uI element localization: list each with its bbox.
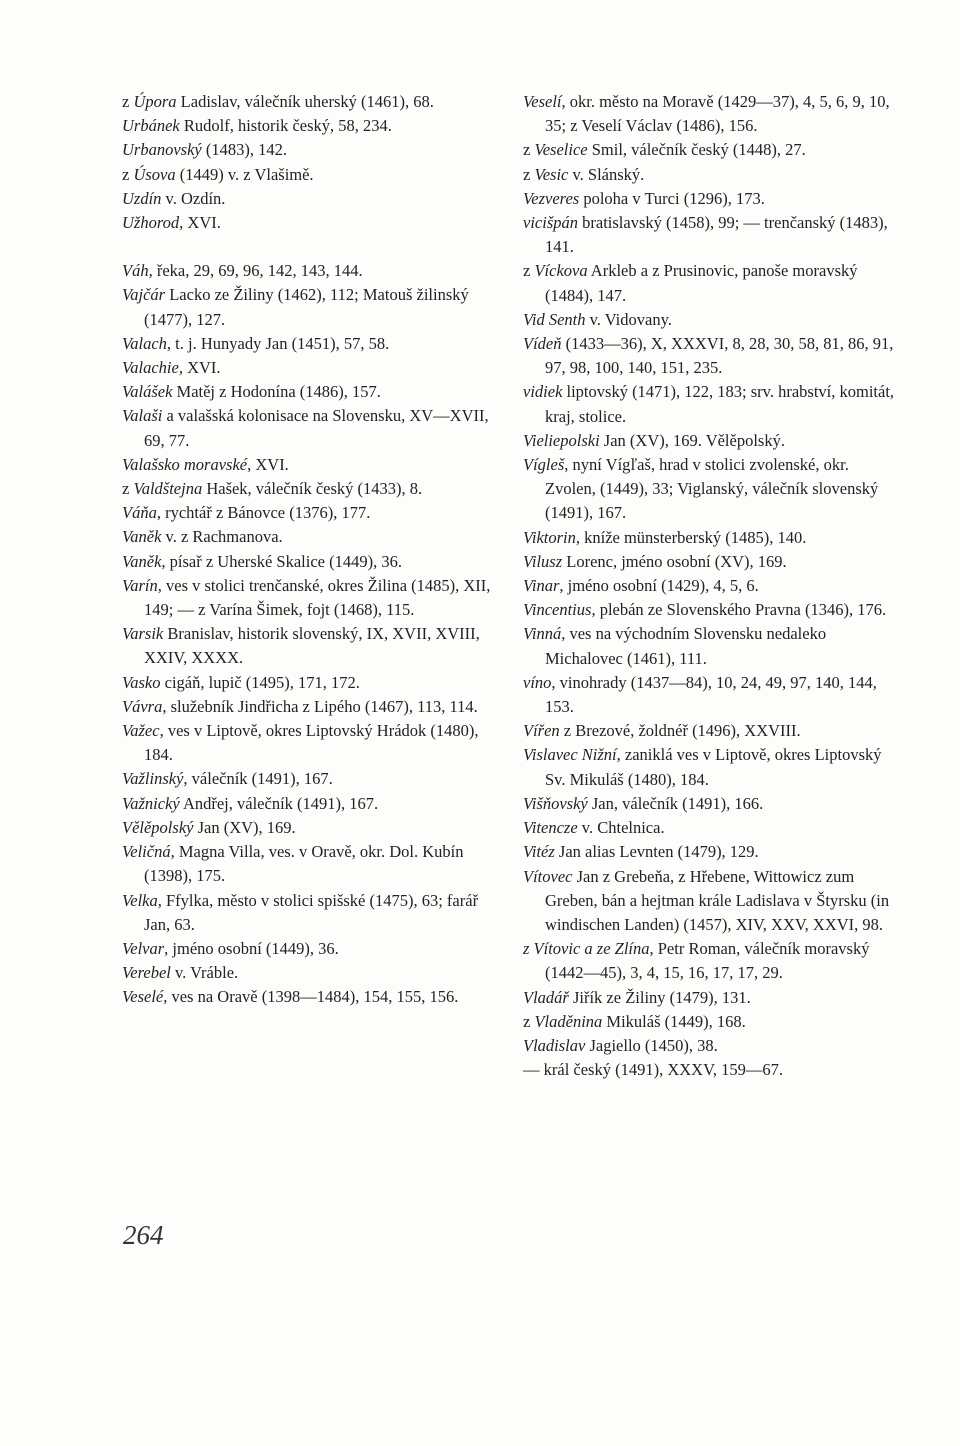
entry-text: liptovský (1471), 122, 183; srv. hrabství, komitát, kraj, stolice. (545, 382, 895, 426)
entry-lemma: Višňovský (523, 793, 588, 813)
entry-lemma: Vítovec (523, 866, 573, 886)
index-entry (523, 1058, 898, 1082)
entry-text: Branislav, historik slovenský, IX, XVII, XVIII, XXIV, XXXX. (144, 624, 480, 668)
entry-prefix: z (523, 164, 535, 184)
index-entry (122, 767, 497, 791)
index-entry (122, 695, 497, 719)
entry-lemma: Vid Senth (523, 309, 586, 329)
entry-text: Jan alias Levnten (1479), 129. (554, 842, 759, 862)
entry-text: (1483), 142. (201, 140, 287, 160)
entry-text: , kníže münsterberský (1485), 140. (575, 527, 807, 547)
entry-text: Jan (XV), 169. Vělěpolský. (599, 430, 785, 450)
entry-text: v. Slánský. (568, 164, 645, 184)
index-entry (122, 792, 497, 816)
entry-text: Ladislav, válečník uherský (1461), 68. (176, 92, 434, 111)
entry-lemma: Úpora (133, 92, 177, 111)
entry-text: Mikuláš (1449), 168. (602, 1011, 746, 1031)
entry-lemma: Veličná (122, 842, 171, 862)
entry-lemma: Vělěpolský (122, 817, 194, 837)
entry-lemma: Veselice (534, 140, 588, 160)
entry-text: v. Ozdín. (161, 188, 226, 208)
entry-prefix: z (122, 479, 134, 499)
index-entry (523, 259, 898, 307)
entry-text: (1449) v. z Vlašimě. (175, 164, 314, 184)
entry-text: (1433—36), X, XXXVI, 8, 28, 30, 58, 81, 86, 91, 97, 98, 100, 140, 151, 235. (545, 334, 894, 378)
entry-prefix: z (122, 92, 134, 111)
entry-lemma: vicišpán (523, 213, 578, 233)
index-entry (523, 986, 898, 1010)
entry-lemma: Vesic (534, 164, 569, 184)
entry-lemma: Vinar (523, 576, 560, 596)
index-entry (523, 622, 898, 670)
index-entry (523, 671, 898, 719)
entry-text: , t. j. Hunyady Jan (1451), 57, 58. (166, 333, 390, 353)
entry-lemma: z Vítovic a ze Zlína (523, 939, 650, 959)
entry-prefix: z (122, 164, 134, 184)
index-entry (122, 719, 497, 767)
entry-lemma: Varsik (122, 624, 164, 644)
entry-text: v. z Rachmanova. (161, 527, 283, 547)
index-entry (122, 114, 497, 138)
entry-text: Hašek, válečník český (1433), 8. (202, 479, 423, 499)
entry-text: , zaniklá ves v Liptově, okres Liptovský Sv. Mikuláš (1480), 184. (545, 745, 882, 789)
entry-text: , XVI. (179, 213, 221, 233)
entry-lemma: Úsova (133, 164, 176, 184)
entry-text: král český (1491), XXXV, 159—67. (543, 1060, 783, 1080)
index-entry (122, 840, 497, 888)
index-entry (122, 187, 497, 211)
entry-text: Jan (XV), 169. (193, 817, 296, 837)
entry-text: Lacko ze Žiliny (1462), 112; Matouš žilinský (1477), 127. (144, 285, 469, 329)
entry-text: Jagiello (1450), 38. (585, 1035, 718, 1055)
index-entry (523, 526, 898, 550)
index-entry (122, 404, 497, 452)
index-entry (122, 332, 497, 356)
entry-lemma: Veselí (523, 92, 562, 111)
entry-text: , služebník Jindřicha z Lipého (1467), 113, 114. (162, 696, 478, 716)
index-entry (122, 937, 497, 961)
index-entry (523, 90, 898, 138)
index-entry (523, 429, 898, 453)
entry-lemma: Verebel (122, 963, 171, 983)
index-entry (523, 816, 898, 840)
entry-lemma: Vídeň (523, 334, 562, 354)
index-entry (523, 574, 898, 598)
entry-lemma: Vilusz (523, 551, 563, 571)
entry-text: , válečník (1491), 167. (183, 769, 333, 789)
entry-prefix: z (523, 1011, 535, 1031)
index-entry (122, 889, 497, 937)
entry-lemma: Vladář (523, 987, 569, 1007)
entry-text: , jméno osobní (1429), 4, 5, 6. (559, 576, 759, 596)
entry-text: a valašská kolonisace na Slovensku, XV—XVII, 69, 77. (144, 406, 489, 450)
entry-lemma: Vladěnina (534, 1011, 603, 1031)
entry-text: , písař z Uherské Skalice (1449), 36. (161, 551, 402, 571)
index-entry (122, 356, 497, 380)
index-entry (523, 332, 898, 380)
entry-lemma: Vitencze (523, 818, 578, 838)
entry-lemma: Velvar (122, 938, 165, 958)
entry-text: , vinohrady (1437—84), 10, 24, 49, 97, 140, 144, 153. (545, 672, 877, 717)
entry-lemma: Valaši (122, 406, 163, 426)
entry-text: , ves na Oravě (1398—1484), 154, 155, 156. (163, 987, 459, 1007)
entry-lemma: Važnický (122, 793, 180, 813)
entry-text: , Magna Villa, ves. v Oravě, okr. Dol. Kubín (1398), 175. (144, 842, 464, 886)
index-entry (523, 865, 898, 938)
entry-lemma: Uzdín (122, 188, 162, 208)
entry-text: Arkleb a z Prusinovic, panoše moravský (1484), 147. (545, 261, 858, 305)
index-entry (122, 380, 497, 404)
entry-text: Smil, válečník český (1448), 27. (587, 140, 806, 160)
index-entry (122, 961, 497, 985)
entry-text: cigáň, lupič (1495), 171, 172. (160, 672, 360, 692)
index-entry (523, 598, 898, 622)
entry-lemma: Viktorin (523, 527, 576, 547)
entry-text: , rychtář z Bánovce (1376), 177. (156, 503, 371, 523)
entry-lemma: Vincentius (523, 600, 592, 620)
index-entry (523, 1034, 898, 1058)
entry-lemma: Važec (122, 721, 160, 741)
entry-lemma: Vitéz (523, 842, 555, 862)
index-entry (122, 574, 497, 622)
index-entry (122, 211, 497, 235)
index-entry (523, 937, 898, 985)
entry-text: v. Chtelnica. (577, 818, 665, 838)
entry-prefix: — (523, 1060, 544, 1080)
entry-lemma: Varín (122, 575, 158, 595)
entry-lemma: Váh (122, 261, 149, 281)
entry-lemma: Vířen (523, 721, 560, 741)
index-entry (122, 453, 497, 477)
entry-lemma: Vaněk (122, 527, 162, 547)
entry-text: Matěj z Hodonína (1486), 157. (172, 382, 381, 402)
entry-text: , řeka, 29, 69, 96, 142, 143, 144. (148, 261, 363, 281)
index-entry (523, 380, 898, 428)
entry-lemma: Urbanovský (122, 140, 202, 160)
entry-lemma: Vávra (122, 696, 163, 716)
entry-prefix: z (523, 140, 535, 160)
index-entry (122, 138, 497, 162)
entry-text: , XVI. (178, 358, 221, 378)
entry-lemma: Urbánek (122, 116, 180, 136)
entry-text: Andřej, válečník (1491), 167. (179, 793, 379, 813)
entry-text: Jan z Grebeňa, z Hřebene, Wittowicz zum Greben, bán a hejtman krále Ladislava v Štyrsku (in windischen Landen) (1457), XIV, XXV, XXVI, 98. (545, 866, 890, 934)
index-entry (523, 840, 898, 864)
entry-text: v. Vráble. (170, 963, 239, 983)
index-entry (523, 453, 898, 526)
entry-text: Lorenc, jméno osobní (XV), 169. (562, 551, 787, 571)
entry-text: , Petr Roman, válečník moravský (1442—45), 3, 4, 15, 16, 17, 17, 29. (545, 939, 870, 983)
entry-lemma: Víckova (534, 261, 588, 281)
entry-text: bratislavský (1458), 99; — trenčanský (1483), 141. (545, 213, 888, 257)
entry-lemma: Velka (122, 890, 158, 910)
index-entry (523, 163, 898, 187)
entry-lemma: Vaněk (122, 551, 162, 571)
entry-lemma: Važlinský (122, 769, 184, 789)
index-entry (523, 792, 898, 816)
entry-lemma: Valašsko moravské (122, 454, 248, 474)
entry-prefix: z (523, 261, 535, 281)
index-entry (122, 622, 497, 670)
entry-text: , ves v Liptově, okres Liptovský Hrádok (1480), 184. (144, 721, 479, 765)
entry-text: , ves na východním Slovensku nedaleko Michalovec (1461), 111. (545, 624, 827, 668)
entry-lemma: vidiek (523, 382, 563, 402)
index-column-right (523, 90, 898, 1082)
index-entry (122, 90, 497, 114)
entry-text: poloha v Turci (1296), 173. (579, 188, 765, 208)
index-entry (122, 283, 497, 331)
entry-text: , plebán ze Slovenského Pravna (1346), 176. (591, 600, 887, 620)
entry-text: Jiřík ze Žiliny (1479), 131. (568, 987, 751, 1007)
page-number: 264 (123, 1220, 164, 1250)
index-entry (523, 308, 898, 332)
entry-lemma: Vieliepolski (523, 430, 600, 450)
index-entry (523, 1010, 898, 1034)
entry-lemma: Váňa (122, 503, 157, 523)
entry-text: , okr. město na Moravě (1429—37), 4, 5, 6, 9, 10, 35; z Veselí Václav (1486), 156. (545, 92, 890, 136)
entry-lemma: Vladislav (523, 1035, 586, 1055)
entry-text: Jan, válečník (1491), 166. (587, 793, 764, 813)
index-entry (122, 477, 497, 501)
index-column-left (122, 90, 497, 1010)
index-entry (122, 816, 497, 840)
index-entry (122, 985, 497, 1009)
index-entry (122, 501, 497, 525)
entry-lemma: Valdštejna (133, 479, 203, 499)
index-entry (523, 211, 898, 259)
entry-text: v. Vidovany. (585, 309, 672, 329)
entry-lemma: Vasko (122, 672, 161, 692)
entry-lemma: Vajčár (122, 285, 166, 305)
entry-text: , jméno osobní (1449), 36. (164, 938, 339, 958)
entry-lemma: Užhorod (122, 213, 180, 233)
entry-lemma: Veselé (122, 987, 164, 1007)
entry-lemma: Vislavec Nižní (523, 745, 617, 765)
entry-lemma: Valášek (122, 382, 173, 402)
index-entry (122, 259, 497, 283)
entry-lemma: Vígleš (523, 455, 565, 475)
index-entry (523, 138, 898, 162)
entry-lemma: Valachie (122, 358, 179, 378)
entry-lemma: Vinná (523, 624, 562, 644)
entry-text: , nyní Vígľaš, hrad v stolici zvolenské, okr. Zvolen, (1449), 33; Viglanský, válečník slovenský (1491), 167. (545, 455, 879, 523)
entry-lemma: Valach (122, 333, 167, 353)
entry-text: , XVI. (247, 454, 289, 474)
index-entry (122, 525, 497, 549)
index-entry (122, 671, 497, 695)
entry-text: , ves v stolici trenčanské, okres Žilina (1485), XII, 149; — z Varína Šimek, fojt (1468), 115. (144, 575, 491, 620)
index-entry (523, 743, 898, 791)
entry-lemma: Vezveres (523, 188, 580, 208)
entry-text: Rudolf, historik český, 58, 234. (179, 116, 392, 136)
index-entry (523, 187, 898, 211)
index-entry (122, 550, 497, 574)
index-entry (523, 719, 898, 743)
entry-lemma: víno (523, 672, 552, 692)
index-entry (523, 550, 898, 574)
entry-text: z Brezové, žoldnéř (1496), XXVIII. (559, 721, 801, 741)
index-entry (122, 163, 497, 187)
entry-text: , Ffylka, město v stolici spišské (1475), 63; farář Jan, 63. (144, 890, 479, 934)
